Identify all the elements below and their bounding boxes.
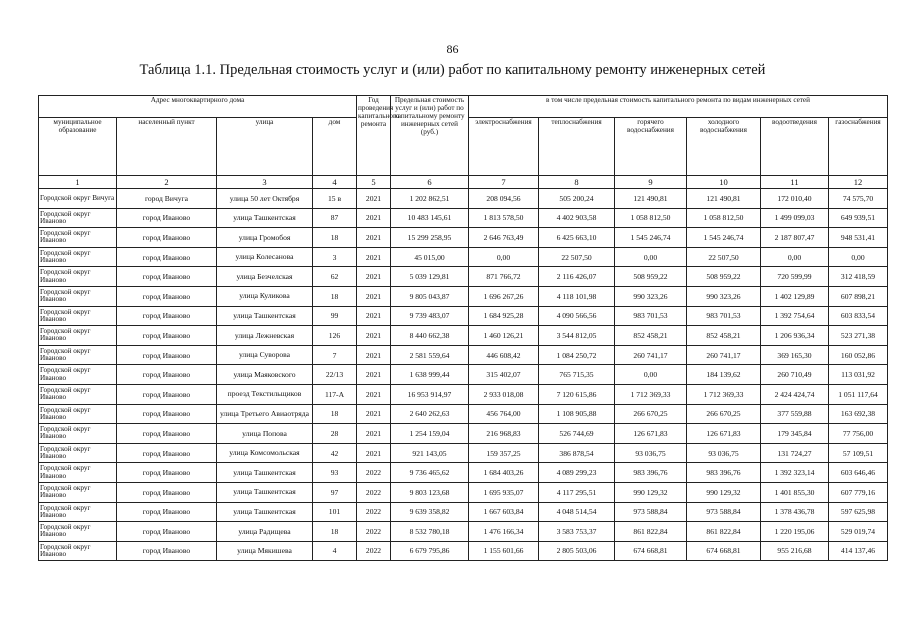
- municipality-cell: Городской округ Иваново: [39, 541, 117, 561]
- house-cell: 3: [313, 247, 357, 267]
- street-cell: улица Ташкентская: [217, 463, 313, 483]
- hot-water-cost-cell: 674 668,81: [615, 541, 687, 561]
- year-cell: 2021: [357, 247, 391, 267]
- locality-cell: город Иваново: [117, 267, 217, 287]
- cold-water-cost-cell: 990 129,32: [687, 482, 761, 502]
- street-cell: улица Куликова: [217, 286, 313, 306]
- locality-cell: город Иваново: [117, 365, 217, 385]
- gas-cost-cell: 77 756,00: [829, 424, 888, 444]
- sewerage-cost-cell: 369 165,30: [761, 345, 829, 365]
- hot-water-cost-cell: 990 323,26: [615, 286, 687, 306]
- column-number: 8: [539, 176, 615, 189]
- sewerage-cost-cell: 1 392 754,64: [761, 306, 829, 326]
- cold-water-cost-cell: 126 671,83: [687, 424, 761, 444]
- header-hot-water: горячего водоснабжения: [615, 118, 687, 176]
- sewerage-cost-cell: 0,00: [761, 247, 829, 267]
- sewerage-cost-cell: 1 401 855,30: [761, 482, 829, 502]
- heat-cost-cell: 4 402 903,58: [539, 208, 615, 228]
- year-cell: 2021: [357, 306, 391, 326]
- table-row: [39, 365, 888, 385]
- year-cell: 2021: [357, 404, 391, 424]
- header-limit-cost: Предельная стоимость услуг и (или) работ по капитальному ремонту инженерных сетей (руб.): [391, 96, 469, 176]
- hot-water-cost-cell: 0,00: [615, 247, 687, 267]
- cold-water-cost-cell: 22 507,50: [687, 247, 761, 267]
- electricity-cost-cell: 0,00: [469, 247, 539, 267]
- table-row: [39, 424, 888, 444]
- municipality-cell: Городской округ Иваново: [39, 247, 117, 267]
- column-number: 10: [687, 176, 761, 189]
- heat-cost-cell: 4 048 514,54: [539, 502, 615, 522]
- table-row: [39, 189, 888, 209]
- table-row: [39, 384, 888, 404]
- locality-cell: город Иваново: [117, 404, 217, 424]
- header-gas: газоснабжения: [829, 118, 888, 176]
- municipality-cell: Городской округ Вичуга: [39, 189, 117, 209]
- year-cell: 2022: [357, 502, 391, 522]
- header-municipality: муниципальное образование: [39, 118, 117, 176]
- gas-cost-cell: 163 692,38: [829, 404, 888, 424]
- limit-cost-cell: 1 202 862,51: [391, 189, 469, 209]
- sewerage-cost-cell: 260 710,49: [761, 365, 829, 385]
- hot-water-cost-cell: 1 545 246,74: [615, 228, 687, 248]
- hot-water-cost-cell: 508 959,22: [615, 267, 687, 287]
- year-cell: 2021: [357, 384, 391, 404]
- municipality-cell: Городской округ Иваново: [39, 424, 117, 444]
- limit-cost-cell: 921 143,05: [391, 443, 469, 463]
- limit-cost-cell: 9 639 358,82: [391, 502, 469, 522]
- table-row: [39, 267, 888, 287]
- electricity-cost-cell: 159 357,25: [469, 443, 539, 463]
- heat-cost-cell: 3 583 753,37: [539, 522, 615, 542]
- table-row: [39, 522, 888, 542]
- year-cell: 2021: [357, 365, 391, 385]
- sewerage-cost-cell: 1 378 436,78: [761, 502, 829, 522]
- municipality-cell: Городской округ Иваново: [39, 482, 117, 502]
- limit-cost-cell: 1 638 999,44: [391, 365, 469, 385]
- year-cell: 2022: [357, 463, 391, 483]
- house-cell: 117-А: [313, 384, 357, 404]
- year-cell: 2021: [357, 443, 391, 463]
- municipality-cell: Городской округ Иваново: [39, 267, 117, 287]
- electricity-cost-cell: 1 476 166,34: [469, 522, 539, 542]
- house-cell: 99: [313, 306, 357, 326]
- municipality-cell: Городской округ Иваново: [39, 345, 117, 365]
- hot-water-cost-cell: 260 741,17: [615, 345, 687, 365]
- column-number: 5: [357, 176, 391, 189]
- year-cell: 2021: [357, 326, 391, 346]
- municipality-cell: Городской округ Иваново: [39, 443, 117, 463]
- column-numbers-row: [39, 176, 888, 189]
- limit-cost-cell: 1 254 159,04: [391, 424, 469, 444]
- street-cell: улица Комсомольская: [217, 443, 313, 463]
- cold-water-cost-cell: 674 668,81: [687, 541, 761, 561]
- locality-cell: город Иваново: [117, 463, 217, 483]
- electricity-cost-cell: 216 968,83: [469, 424, 539, 444]
- street-cell: улица Безчелская: [217, 267, 313, 287]
- locality-cell: город Иваново: [117, 228, 217, 248]
- gas-cost-cell: 607 779,16: [829, 482, 888, 502]
- gas-cost-cell: 523 271,38: [829, 326, 888, 346]
- street-cell: улица Попова: [217, 424, 313, 444]
- electricity-cost-cell: 2 646 763,49: [469, 228, 539, 248]
- municipality-cell: Городской округ Иваново: [39, 384, 117, 404]
- heat-cost-cell: 4 089 299,23: [539, 463, 615, 483]
- house-cell: 7: [313, 345, 357, 365]
- heat-cost-cell: 505 200,24: [539, 189, 615, 209]
- heat-cost-cell: 22 507,50: [539, 247, 615, 267]
- gas-cost-cell: 603 833,54: [829, 306, 888, 326]
- house-cell: 93: [313, 463, 357, 483]
- year-cell: 2021: [357, 424, 391, 444]
- gas-cost-cell: 603 646,46: [829, 463, 888, 483]
- table-row: [39, 286, 888, 306]
- street-cell: улица Ташкентская: [217, 482, 313, 502]
- cold-water-cost-cell: 983 701,53: [687, 306, 761, 326]
- limit-cost-cell: 9 736 465,62: [391, 463, 469, 483]
- column-number: 9: [615, 176, 687, 189]
- locality-cell: город Иваново: [117, 502, 217, 522]
- locality-cell: город Иваново: [117, 208, 217, 228]
- table-row: [39, 208, 888, 228]
- municipality-cell: Городской округ Иваново: [39, 286, 117, 306]
- column-number: 6: [391, 176, 469, 189]
- hot-water-cost-cell: 126 671,83: [615, 424, 687, 444]
- year-cell: 2022: [357, 541, 391, 561]
- header-heat: теплоснабжения: [539, 118, 615, 176]
- table-row: [39, 404, 888, 424]
- municipality-cell: Городской округ Иваново: [39, 365, 117, 385]
- heat-cost-cell: 1 108 905,88: [539, 404, 615, 424]
- column-number: 1: [39, 176, 117, 189]
- table-row: [39, 326, 888, 346]
- locality-cell: город Иваново: [117, 443, 217, 463]
- limit-cost-cell: 15 299 258,95: [391, 228, 469, 248]
- sewerage-cost-cell: 1 392 323,14: [761, 463, 829, 483]
- heat-cost-cell: 6 425 663,10: [539, 228, 615, 248]
- electricity-cost-cell: 1 696 267,26: [469, 286, 539, 306]
- electricity-cost-cell: 1 695 935,07: [469, 482, 539, 502]
- heat-cost-cell: 2 116 426,07: [539, 267, 615, 287]
- table-row: [39, 247, 888, 267]
- cold-water-cost-cell: 990 323,26: [687, 286, 761, 306]
- sewerage-cost-cell: 2 424 424,74: [761, 384, 829, 404]
- page-title: Таблица 1.1. Предельная стоимость услуг и (или) работ по капитальному ремонту инженерных сетей: [139, 62, 766, 78]
- sewerage-cost-cell: 720 599,99: [761, 267, 829, 287]
- cold-water-cost-cell: 508 959,22: [687, 267, 761, 287]
- year-cell: 2021: [357, 345, 391, 365]
- heat-cost-cell: 526 744,69: [539, 424, 615, 444]
- electricity-cost-cell: 315 402,07: [469, 365, 539, 385]
- gas-cost-cell: 113 031,92: [829, 365, 888, 385]
- locality-cell: город Иваново: [117, 306, 217, 326]
- house-cell: 42: [313, 443, 357, 463]
- table-row: [39, 345, 888, 365]
- cold-water-cost-cell: 1 712 369,33: [687, 384, 761, 404]
- header-breakdown-group: в том числе предельная стоимость капитального ремонта по видам инженерных сетей: [469, 96, 888, 118]
- limit-cost-cell: 5 039 129,81: [391, 267, 469, 287]
- year-cell: 2021: [357, 228, 391, 248]
- hot-water-cost-cell: 852 458,21: [615, 326, 687, 346]
- street-cell: улица Лежневская: [217, 326, 313, 346]
- house-cell: 18: [313, 286, 357, 306]
- year-cell: 2021: [357, 267, 391, 287]
- municipality-cell: Городской округ Иваново: [39, 404, 117, 424]
- limit-cost-cell: 16 953 914,97: [391, 384, 469, 404]
- column-number: 12: [829, 176, 888, 189]
- year-cell: 2021: [357, 189, 391, 209]
- heat-cost-cell: 386 878,54: [539, 443, 615, 463]
- limit-cost-cell: 10 483 145,61: [391, 208, 469, 228]
- street-cell: улица Третьего Авиаотряда: [217, 404, 313, 424]
- sewerage-cost-cell: 2 187 807,47: [761, 228, 829, 248]
- column-number: 7: [469, 176, 539, 189]
- column-number: 3: [217, 176, 313, 189]
- table-row: [39, 306, 888, 326]
- locality-cell: город Иваново: [117, 522, 217, 542]
- gas-cost-cell: 649 939,51: [829, 208, 888, 228]
- house-cell: 62: [313, 267, 357, 287]
- sewerage-cost-cell: 1 206 936,34: [761, 326, 829, 346]
- cold-water-cost-cell: 983 396,76: [687, 463, 761, 483]
- street-cell: улица Маяковского: [217, 365, 313, 385]
- heat-cost-cell: 1 084 250,72: [539, 345, 615, 365]
- locality-cell: город Иваново: [117, 541, 217, 561]
- house-cell: 97: [313, 482, 357, 502]
- municipality-cell: Городской округ Иваново: [39, 522, 117, 542]
- sewerage-cost-cell: 172 010,40: [761, 189, 829, 209]
- gas-cost-cell: 74 575,70: [829, 189, 888, 209]
- cold-water-cost-cell: 184 139,62: [687, 365, 761, 385]
- cost-table: [38, 95, 888, 561]
- electricity-cost-cell: 1 684 403,26: [469, 463, 539, 483]
- year-cell: 2021: [357, 208, 391, 228]
- electricity-cost-cell: 1 460 126,21: [469, 326, 539, 346]
- cold-water-cost-cell: 973 588,84: [687, 502, 761, 522]
- house-cell: 22/13: [313, 365, 357, 385]
- municipality-cell: Городской округ Иваново: [39, 326, 117, 346]
- sewerage-cost-cell: 377 559,88: [761, 404, 829, 424]
- gas-cost-cell: 1 051 117,64: [829, 384, 888, 404]
- table-row: [39, 443, 888, 463]
- header-street: улица: [217, 118, 313, 176]
- hot-water-cost-cell: 1 712 369,33: [615, 384, 687, 404]
- gas-cost-cell: 57 109,51: [829, 443, 888, 463]
- limit-cost-cell: 45 015,00: [391, 247, 469, 267]
- hot-water-cost-cell: 266 670,25: [615, 404, 687, 424]
- cold-water-cost-cell: 266 670,25: [687, 404, 761, 424]
- heat-cost-cell: 4 117 295,51: [539, 482, 615, 502]
- hot-water-cost-cell: 973 588,84: [615, 502, 687, 522]
- limit-cost-cell: 9 805 043,87: [391, 286, 469, 306]
- electricity-cost-cell: 1 667 603,84: [469, 502, 539, 522]
- heat-cost-cell: 4 118 101,98: [539, 286, 615, 306]
- sewerage-cost-cell: 955 216,68: [761, 541, 829, 561]
- heat-cost-cell: 2 805 503,06: [539, 541, 615, 561]
- street-cell: улица Ташкентская: [217, 208, 313, 228]
- electricity-cost-cell: 456 764,00: [469, 404, 539, 424]
- hot-water-cost-cell: 0,00: [615, 365, 687, 385]
- electricity-cost-cell: 2 933 018,08: [469, 384, 539, 404]
- street-cell: улица Радищева: [217, 522, 313, 542]
- table-row: [39, 482, 888, 502]
- gas-cost-cell: 312 418,59: [829, 267, 888, 287]
- electricity-cost-cell: 208 094,56: [469, 189, 539, 209]
- year-cell: 2021: [357, 286, 391, 306]
- electricity-cost-cell: 1 155 601,66: [469, 541, 539, 561]
- header-house: дом: [313, 118, 357, 176]
- limit-cost-cell: 8 440 662,38: [391, 326, 469, 346]
- street-cell: улица 50 лет Октября: [217, 189, 313, 209]
- gas-cost-cell: 607 898,21: [829, 286, 888, 306]
- heat-cost-cell: 7 120 615,86: [539, 384, 615, 404]
- electricity-cost-cell: 1 684 925,28: [469, 306, 539, 326]
- street-cell: улица Мякишева: [217, 541, 313, 561]
- locality-cell: город Иваново: [117, 424, 217, 444]
- gas-cost-cell: 0,00: [829, 247, 888, 267]
- locality-cell: город Иваново: [117, 345, 217, 365]
- header-address-group: Адрес многоквартирного дома: [39, 96, 357, 118]
- limit-cost-cell: 6 679 795,86: [391, 541, 469, 561]
- municipality-cell: Городской округ Иваново: [39, 228, 117, 248]
- house-cell: 87: [313, 208, 357, 228]
- cold-water-cost-cell: 1 058 812,50: [687, 208, 761, 228]
- electricity-cost-cell: 871 766,72: [469, 267, 539, 287]
- column-number: 4: [313, 176, 357, 189]
- street-cell: улица Громобоя: [217, 228, 313, 248]
- gas-cost-cell: 414 137,46: [829, 541, 888, 561]
- heat-cost-cell: 765 715,35: [539, 365, 615, 385]
- column-number: 2: [117, 176, 217, 189]
- cold-water-cost-cell: 121 490,81: [687, 189, 761, 209]
- cold-water-cost-cell: 93 036,75: [687, 443, 761, 463]
- cold-water-cost-cell: 861 822,84: [687, 522, 761, 542]
- limit-cost-cell: 2 640 262,63: [391, 404, 469, 424]
- municipality-cell: Городской округ Иваново: [39, 502, 117, 522]
- house-cell: 18: [313, 404, 357, 424]
- limit-cost-cell: 9 739 483,07: [391, 306, 469, 326]
- gas-cost-cell: 948 531,41: [829, 228, 888, 248]
- year-cell: 2022: [357, 482, 391, 502]
- gas-cost-cell: 529 019,74: [829, 522, 888, 542]
- street-cell: улица Ташкентская: [217, 306, 313, 326]
- header-year: Год проведения капитального ремонта: [357, 96, 391, 176]
- locality-cell: город Иваново: [117, 326, 217, 346]
- header-locality: населенный пункт: [117, 118, 217, 176]
- hot-water-cost-cell: 983 396,76: [615, 463, 687, 483]
- table-row: [39, 502, 888, 522]
- table-row: [39, 228, 888, 248]
- hot-water-cost-cell: 121 490,81: [615, 189, 687, 209]
- house-cell: 101: [313, 502, 357, 522]
- heat-cost-cell: 4 090 566,56: [539, 306, 615, 326]
- sewerage-cost-cell: 131 724,27: [761, 443, 829, 463]
- street-cell: проезд Текстильщиков: [217, 384, 313, 404]
- locality-cell: город Иваново: [117, 286, 217, 306]
- street-cell: улица Колесанова: [217, 247, 313, 267]
- street-cell: улица Суворова: [217, 345, 313, 365]
- hot-water-cost-cell: 983 701,53: [615, 306, 687, 326]
- sewerage-cost-cell: 1 402 129,89: [761, 286, 829, 306]
- header-electricity: электроснабжения: [469, 118, 539, 176]
- hot-water-cost-cell: 1 058 812,50: [615, 208, 687, 228]
- house-cell: 15 в: [313, 189, 357, 209]
- locality-cell: город Иваново: [117, 482, 217, 502]
- hot-water-cost-cell: 861 822,84: [615, 522, 687, 542]
- house-cell: 18: [313, 228, 357, 248]
- sewerage-cost-cell: 179 345,84: [761, 424, 829, 444]
- locality-cell: город Вичуга: [117, 189, 217, 209]
- cold-water-cost-cell: 852 458,21: [687, 326, 761, 346]
- street-cell: улица Ташкентская: [217, 502, 313, 522]
- header-cold-water: холодного водоснабжения: [687, 118, 761, 176]
- gas-cost-cell: 597 625,98: [829, 502, 888, 522]
- municipality-cell: Городской округ Иваново: [39, 463, 117, 483]
- limit-cost-cell: 9 803 123,68: [391, 482, 469, 502]
- house-cell: 4: [313, 541, 357, 561]
- municipality-cell: Городской округ Иваново: [39, 208, 117, 228]
- locality-cell: город Иваново: [117, 247, 217, 267]
- locality-cell: город Иваново: [117, 384, 217, 404]
- sewerage-cost-cell: 1 220 195,06: [761, 522, 829, 542]
- cold-water-cost-cell: 1 545 246,74: [687, 228, 761, 248]
- table-row: [39, 541, 888, 561]
- house-cell: 18: [313, 522, 357, 542]
- header-sewerage: водоотведения: [761, 118, 829, 176]
- page-number: 86: [446, 42, 459, 56]
- electricity-cost-cell: 1 813 578,50: [469, 208, 539, 228]
- limit-cost-cell: 8 532 780,18: [391, 522, 469, 542]
- gas-cost-cell: 160 052,86: [829, 345, 888, 365]
- table-row: [39, 463, 888, 483]
- cold-water-cost-cell: 260 741,17: [687, 345, 761, 365]
- column-number: 11: [761, 176, 829, 189]
- hot-water-cost-cell: 990 129,32: [615, 482, 687, 502]
- heat-cost-cell: 3 544 812,05: [539, 326, 615, 346]
- house-cell: 28: [313, 424, 357, 444]
- year-cell: 2022: [357, 522, 391, 542]
- electricity-cost-cell: 446 608,42: [469, 345, 539, 365]
- limit-cost-cell: 2 581 559,64: [391, 345, 469, 365]
- sewerage-cost-cell: 1 499 099,03: [761, 208, 829, 228]
- municipality-cell: Городской округ Иваново: [39, 306, 117, 326]
- hot-water-cost-cell: 93 036,75: [615, 443, 687, 463]
- house-cell: 126: [313, 326, 357, 346]
